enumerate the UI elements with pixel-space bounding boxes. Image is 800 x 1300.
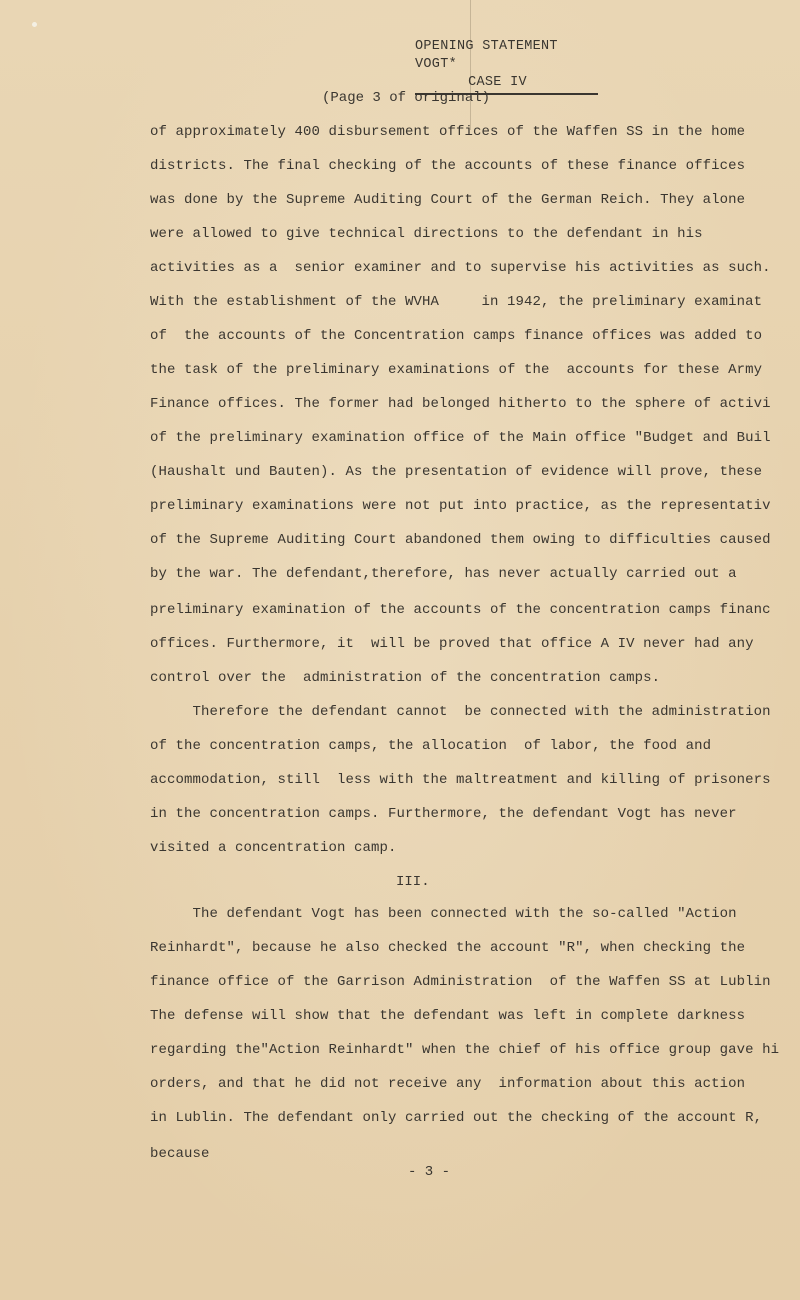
body-line: orders, and that he did not receive any information about this action xyxy=(150,1076,746,1092)
page-number: - 3 - xyxy=(408,1164,451,1180)
page-reference: (Page 3 of original) xyxy=(322,90,491,106)
body-line: The defense will show that the defendant was left in complete darkness xyxy=(150,1008,746,1024)
document-header xyxy=(415,38,600,95)
body-line: offices. Furthermore, it will be proved that office A IV never had any xyxy=(150,636,754,652)
section-heading: III. xyxy=(396,874,430,890)
paper-speck xyxy=(32,22,37,27)
body-line: The defendant Vogt has been connected with the so-called "Action xyxy=(150,906,737,922)
body-line: of the concentration camps, the allocation of labor, the food and xyxy=(150,738,712,754)
body-line: activities as a senior examiner and to supervise his activities as such. xyxy=(150,260,771,276)
body-line: of the accounts of the Concentration camps finance offices was added to xyxy=(150,328,763,344)
body-line: visited a concentration camp. xyxy=(150,840,397,856)
body-line: in the concentration camps. Furthermore, the defendant Vogt has never xyxy=(150,806,737,822)
body-line: regarding the"Action Reinhardt" when the chief of his office group gave hi xyxy=(150,1042,780,1058)
body-line: in Lublin. The defendant only carried out the checking of the account R, xyxy=(150,1110,763,1126)
body-line: Therefore the defendant cannot be connected with the administration xyxy=(150,704,771,720)
body-line: the task of the preliminary examinations of the accounts for these Army xyxy=(150,362,763,378)
body-line: Finance offices. The former had belonged hitherto to the sphere of activi xyxy=(150,396,771,412)
body-line: districts. The final checking of the accounts of these finance offices xyxy=(150,158,746,174)
body-line: accommodation, still less with the maltreatment and killing of prisoners xyxy=(150,772,771,788)
body-line: was done by the Supreme Auditing Court of the German Reich. They alone xyxy=(150,192,746,208)
body-line: preliminary examinations were not put into practice, as the representativ xyxy=(150,498,771,514)
body-line: because xyxy=(150,1146,210,1162)
body-line: With the establishment of the WVHA in 1942, the preliminary examinat xyxy=(150,294,763,310)
body-line: by the war. The defendant,therefore, has never actually carried out a xyxy=(150,566,737,582)
body-line: of approximately 400 disbursement offices of the Waffen SS in the home xyxy=(150,124,746,140)
body-line: preliminary examination of the accounts of the concentration camps financ xyxy=(150,602,771,618)
body-line: of the Supreme Auditing Court abandoned them owing to difficulties caused xyxy=(150,532,771,548)
header-title: OPENING STATEMENT VOGT* xyxy=(415,39,558,72)
body-line: control over the administration of the concentration camps. xyxy=(150,670,661,686)
body-line: (Haushalt und Bauten). As the presentation of evidence will prove, these xyxy=(150,464,763,480)
header-case: CASE IV xyxy=(468,75,527,90)
body-line: Reinhardt", because he also checked the account "R", when checking the xyxy=(150,940,746,956)
body-line: of the preliminary examination office of the Main office "Budget and Buil xyxy=(150,430,771,446)
body-line: were allowed to give technical directions to the defendant in his xyxy=(150,226,703,242)
body-line: finance office of the Garrison Administration of the Waffen SS at Lublin xyxy=(150,974,771,990)
